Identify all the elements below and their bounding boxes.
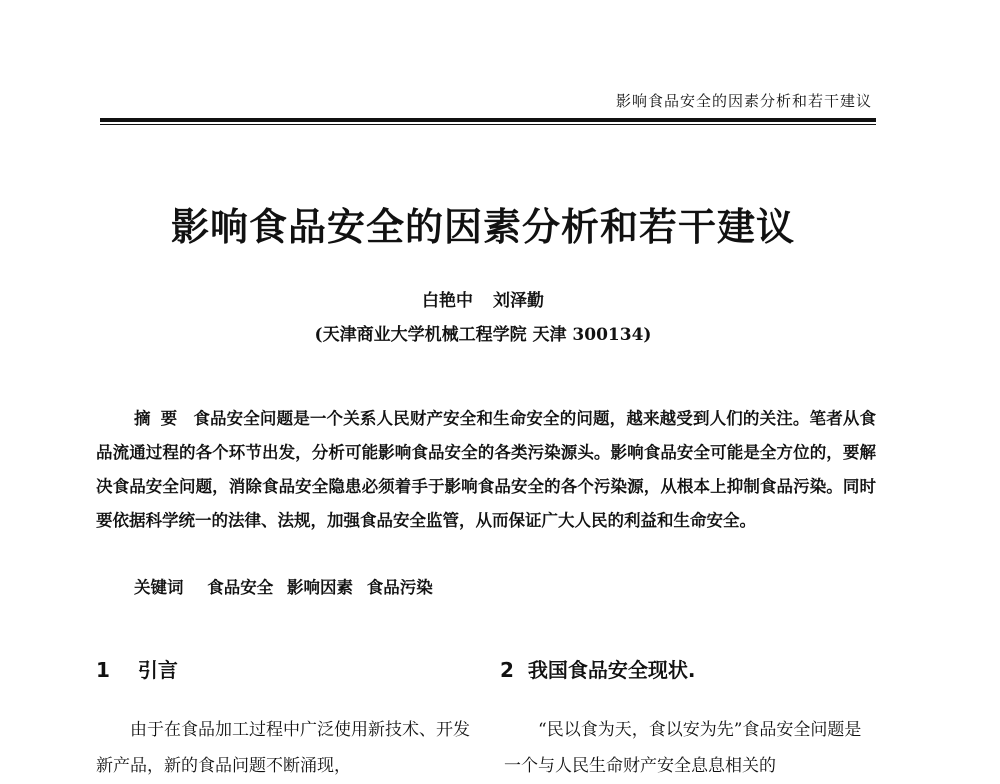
section-title: 我国食品安全现状. xyxy=(527,658,696,682)
keyword: 食品安全 xyxy=(207,578,274,597)
keywords-label: 关键词 xyxy=(134,578,184,597)
header-rule-thick xyxy=(100,118,876,122)
section-number: 2 xyxy=(500,658,514,682)
section-body-right xyxy=(504,712,876,784)
keywords xyxy=(134,574,441,598)
affiliation: (天津商业大学机械工程学院 天津 300134) xyxy=(314,325,652,345)
keyword: 食品污染 xyxy=(366,578,433,597)
section-body-text: “民以食为天，食以安为先”食品安全问题是一个与人民生命财产安全息息相关的 xyxy=(504,720,862,776)
abstract-text: 食品安全问题是一个关系人民财产安全和生命安全的问题，越来越受到人们的关注。笔者从食品流通过程的各个环节出发，分析可能影响食品安全的各类污染源头。影响食品安全可能是全方位的，要解决食品安全问题，消除食品安全隐患必须着手于影响食品安全的各个污染源，从根本上抑制食品污染。同时要依据科学统一的法律、法规，加强食品安全监管，从而保证广大人民的利益和生命安全。 xyxy=(96,409,877,530)
paper-title: 影响食品安全的因素分析和若干建议 xyxy=(170,205,795,249)
author-name: 白艳中 xyxy=(422,291,474,311)
abstract-label: 摘要 xyxy=(134,409,188,428)
section-body-left xyxy=(96,712,471,784)
header-rule-thin xyxy=(100,124,876,125)
keyword: 影响因素 xyxy=(287,578,353,597)
running-head: 影响食品安全的因素分析和若干建议 xyxy=(615,92,872,110)
section-body-text: 由于在食品加工过程中广泛使用新技术、开发新产品，新的食品问题不断涌现， xyxy=(96,720,470,776)
section-number: 1 xyxy=(96,658,110,682)
section-heading-introduction xyxy=(96,654,178,683)
abstract xyxy=(96,402,876,538)
section-title: 引言 xyxy=(137,658,178,682)
author-line xyxy=(0,286,966,311)
section-heading-status xyxy=(500,654,696,683)
author-name: 刘泽勤 xyxy=(492,291,544,311)
